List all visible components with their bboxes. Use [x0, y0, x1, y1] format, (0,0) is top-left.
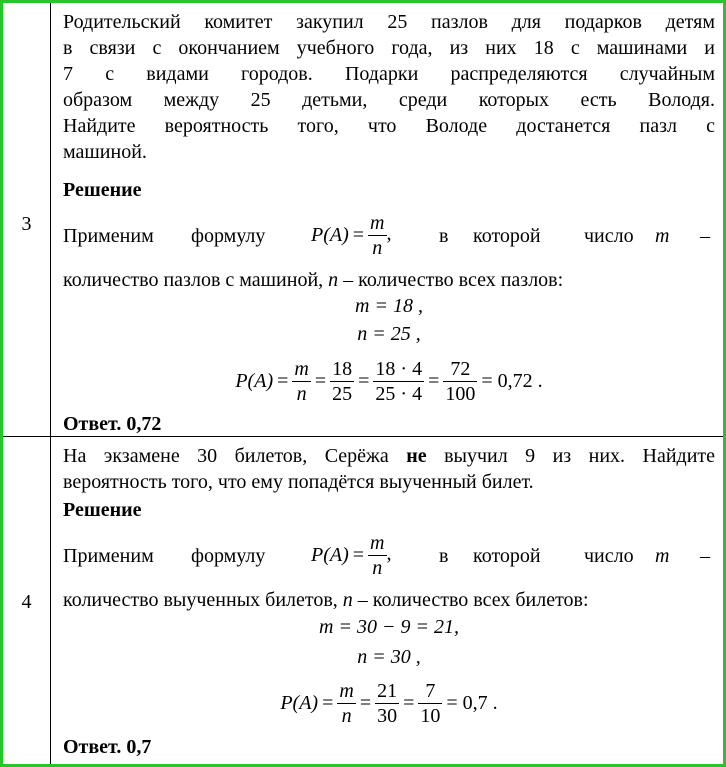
problem-4-text	[63, 443, 715, 495]
final-equation-4: P(A) = $\frac{m}{n}$ = $\frac{21}{30}$ = $\frac{7}{10}$ = 0,7 .	[280, 679, 498, 727]
formula-comma: ,	[386, 222, 392, 245]
problem-4-line-1: На экзамене 30 билетов, Серёжа не выучил 9 из них. Найдите	[63, 445, 716, 467]
word: в	[439, 545, 449, 567]
eq-n-3: n = 25 ,	[357, 323, 421, 345]
formula-lhs: P(A)	[311, 224, 349, 246]
formula-intro-3	[63, 205, 715, 265]
problem-3-text	[63, 9, 715, 165]
word: формулу	[191, 545, 266, 567]
word: в	[439, 225, 449, 247]
row-number-3: 3	[21, 213, 32, 235]
continuation-4: количество выученных билетов, n – количество всех билетов:	[63, 589, 589, 611]
var-m: m	[655, 545, 670, 567]
word: которой	[473, 225, 541, 247]
word: Применим	[63, 545, 154, 567]
solution-label-4: Решение	[63, 499, 142, 521]
problem-3-line-2: в связи с окончанием учебного года, из них 18 с машинами и	[63, 37, 715, 59]
column-divider	[50, 3, 51, 764]
eq-n-4: n = 30 ,	[357, 646, 421, 668]
eq-m-3: m = 18 ,	[355, 295, 423, 317]
problem-3-line-5: Найдите вероятность того, что Володе достанется пазл с	[63, 115, 715, 137]
dash: –	[700, 545, 710, 567]
formula-p-a-3: P(A) = $\frac{m}{n}$ ,	[311, 207, 392, 263]
formula-p-a-4: P(A) = $\frac{m}{n}$ ,	[311, 531, 392, 579]
problem-4-line-2: вероятность того, что ему попадётся выученный билет.	[63, 471, 534, 493]
word: Применим	[63, 225, 154, 247]
row-divider	[3, 436, 723, 437]
formula-intro-4	[63, 525, 715, 585]
final-equation-3: P(A) = $\frac{m}{n}$ = $\frac{18}{25}$ = $\frac{18 \cdot 4}{25 \cdot 4}$ = $\frac{72}{100}$ = 0,72 .	[235, 357, 543, 405]
problem-3-line-4: образом между 25 детьми, среди которых есть Володя.	[63, 89, 715, 111]
word: число	[584, 545, 634, 567]
problem-3-line-6: машиной.	[63, 141, 147, 163]
word: формулу	[191, 225, 266, 247]
problem-3-line-3: 7 с видами городов. Подарки распределяются случайным	[63, 63, 715, 85]
answer-4: Ответ. 0,7	[63, 736, 152, 758]
word: которой	[473, 545, 541, 567]
dash: –	[700, 225, 710, 247]
word: число	[584, 225, 634, 247]
solution-label-3: Решение	[63, 179, 142, 201]
answer-3: Ответ. 0,72	[63, 413, 162, 435]
problem-3-line-1: Родительский комитет закупил 25 пазлов для подарков детям	[63, 11, 715, 33]
row-number-4: 4	[21, 591, 32, 613]
var-m: m	[655, 225, 670, 247]
eq-m-4: m = 30 − 9 = 21,	[319, 616, 459, 638]
continuation-3: количество пазлов с машиной, n – количество всех пазлов:	[63, 269, 564, 291]
formula-fraction: $\frac{m}{n}$	[370, 211, 385, 259]
